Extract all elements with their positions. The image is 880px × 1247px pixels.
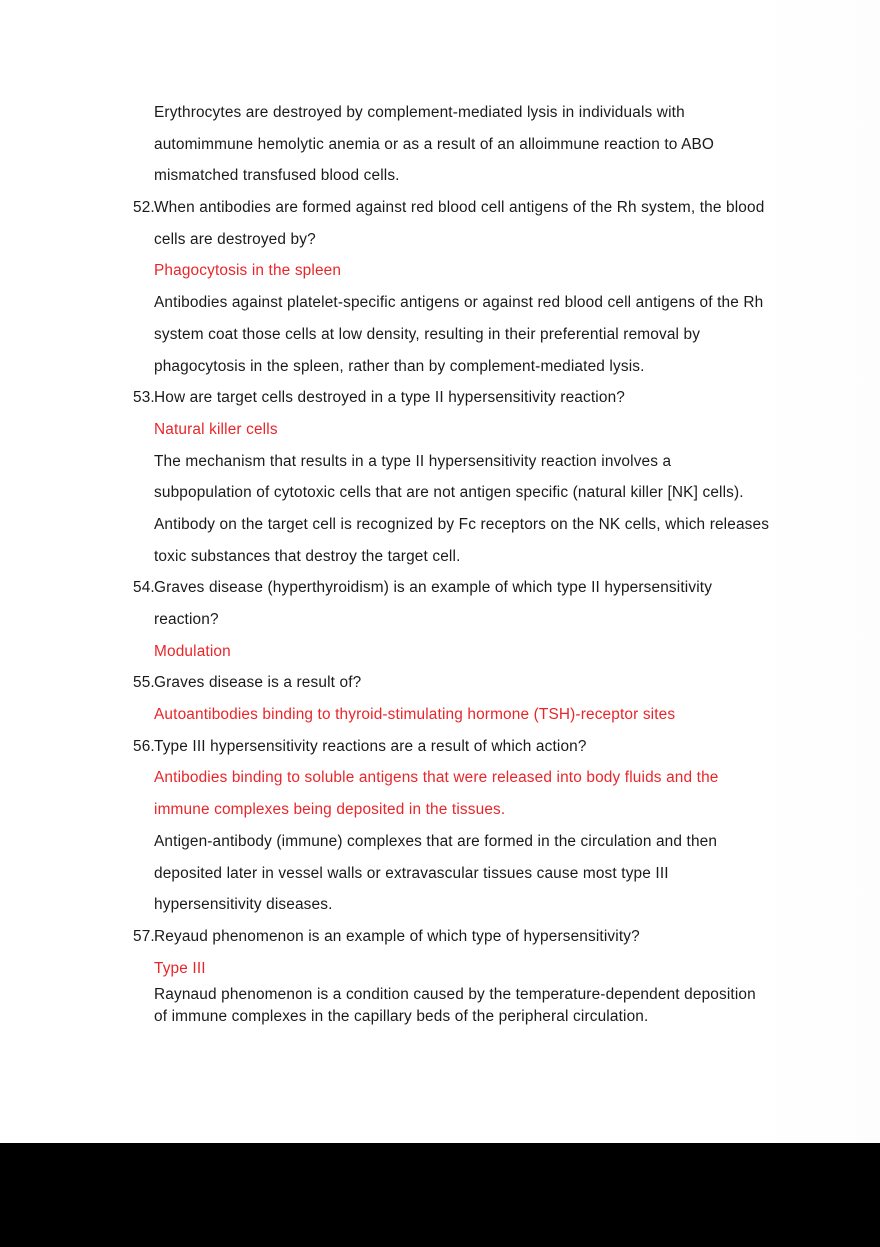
answer-line: immune complexes being deposited in the tissues. (154, 801, 506, 819)
question-first-line (133, 382, 781, 414)
question-text: How are target cells destroyed in a type II hypersensitivity reaction? (154, 389, 626, 407)
explanation-line: Antibodies against platelet-specific antigens or against red blood cell antigens of the Rh (154, 294, 764, 312)
item-number: 57. (133, 927, 155, 945)
item-number: 54. (133, 579, 155, 597)
item-number: 52. (133, 199, 155, 217)
item-number: 56. (133, 737, 155, 755)
question-text: Reyaud phenomenon is an example of which type of hypersensitivity? (154, 927, 640, 945)
question-first-line (133, 731, 781, 763)
intro-paragraph (133, 97, 781, 192)
explanation-line: Antigen-antibody (immune) complexes that are formed in the circulation and then (154, 832, 718, 850)
qa-item-53 (133, 382, 781, 572)
question-text: Graves disease is a result of? (154, 674, 362, 692)
question-first-line (133, 921, 781, 953)
answer-line: Phagocytosis in the spleen (154, 262, 342, 280)
explanation-line: of immune complexes in the capillary beds of the peripheral circulation. (154, 1008, 649, 1026)
paragraph-line: automimmune hemolytic anemia or as a result of an alloimmune reaction to ABO (154, 135, 715, 153)
question-line: reaction? (154, 611, 219, 628)
question-first-line (133, 192, 781, 224)
item-number: 55. (133, 674, 155, 692)
answer-line: Type III (154, 959, 206, 977)
paragraph-line: mismatched transfused blood cells. (154, 167, 400, 185)
explanation-line: The mechanism that results in a type II hypersensitivity reaction involves a (154, 452, 672, 470)
question-text: Graves disease (hyperthyroidism) is an example of which type II hypersensitivity (154, 579, 713, 597)
explanation-line: phagocytosis in the spleen, rather than by complement-mediated lysis. (154, 357, 645, 375)
answer-line: Autoantibodies binding to thyroid-stimulating hormone (TSH)-receptor sites (154, 706, 676, 724)
qa-item-54 (133, 572, 781, 667)
question-first-line (133, 667, 781, 699)
explanation-line: Antibody on the target cell is recognized by Fc receptors on the NK cells, which releases (154, 515, 770, 533)
qa-item-57 (133, 921, 781, 1028)
bottom-black-band (0, 1143, 880, 1247)
question-line: cells are destroyed by? (154, 230, 316, 248)
qa-item-52 (133, 192, 781, 382)
qa-item-55 (133, 667, 781, 730)
question-text: Type III hypersensitivity reactions are a result of which action? (154, 737, 587, 755)
explanation-line: subpopulation of cytotoxic cells that are not antigen specific (natural killer [NK] cells). (154, 484, 744, 502)
explanation-line: Raynaud phenomenon is a condition caused by the temperature-dependent deposition (154, 986, 756, 1004)
document-text-column (133, 97, 781, 1028)
explanation-line: toxic substances that destroy the target cell. (154, 547, 461, 565)
answer-line: Modulation (154, 642, 231, 660)
question-text: When antibodies are formed against red blood cell antigens of the Rh system, the blood (154, 199, 765, 217)
answer-line: Antibodies binding to soluble antigens that were released into body fluids and the (154, 769, 719, 787)
paragraph-line: Erythrocytes are destroyed by complement-mediated lysis in individuals with (154, 104, 685, 121)
answer-line: Natural killer cells (154, 420, 278, 438)
explanation-line: system coat those cells at low density, resulting in their preferential removal by (154, 325, 701, 343)
explanation-line: deposited later in vessel walls or extravascular tissues cause most type III (154, 864, 669, 882)
explanation-line: hypersensitivity diseases. (154, 896, 333, 914)
qa-item-56 (133, 731, 781, 921)
item-number: 53. (133, 389, 155, 407)
question-first-line (133, 572, 781, 604)
